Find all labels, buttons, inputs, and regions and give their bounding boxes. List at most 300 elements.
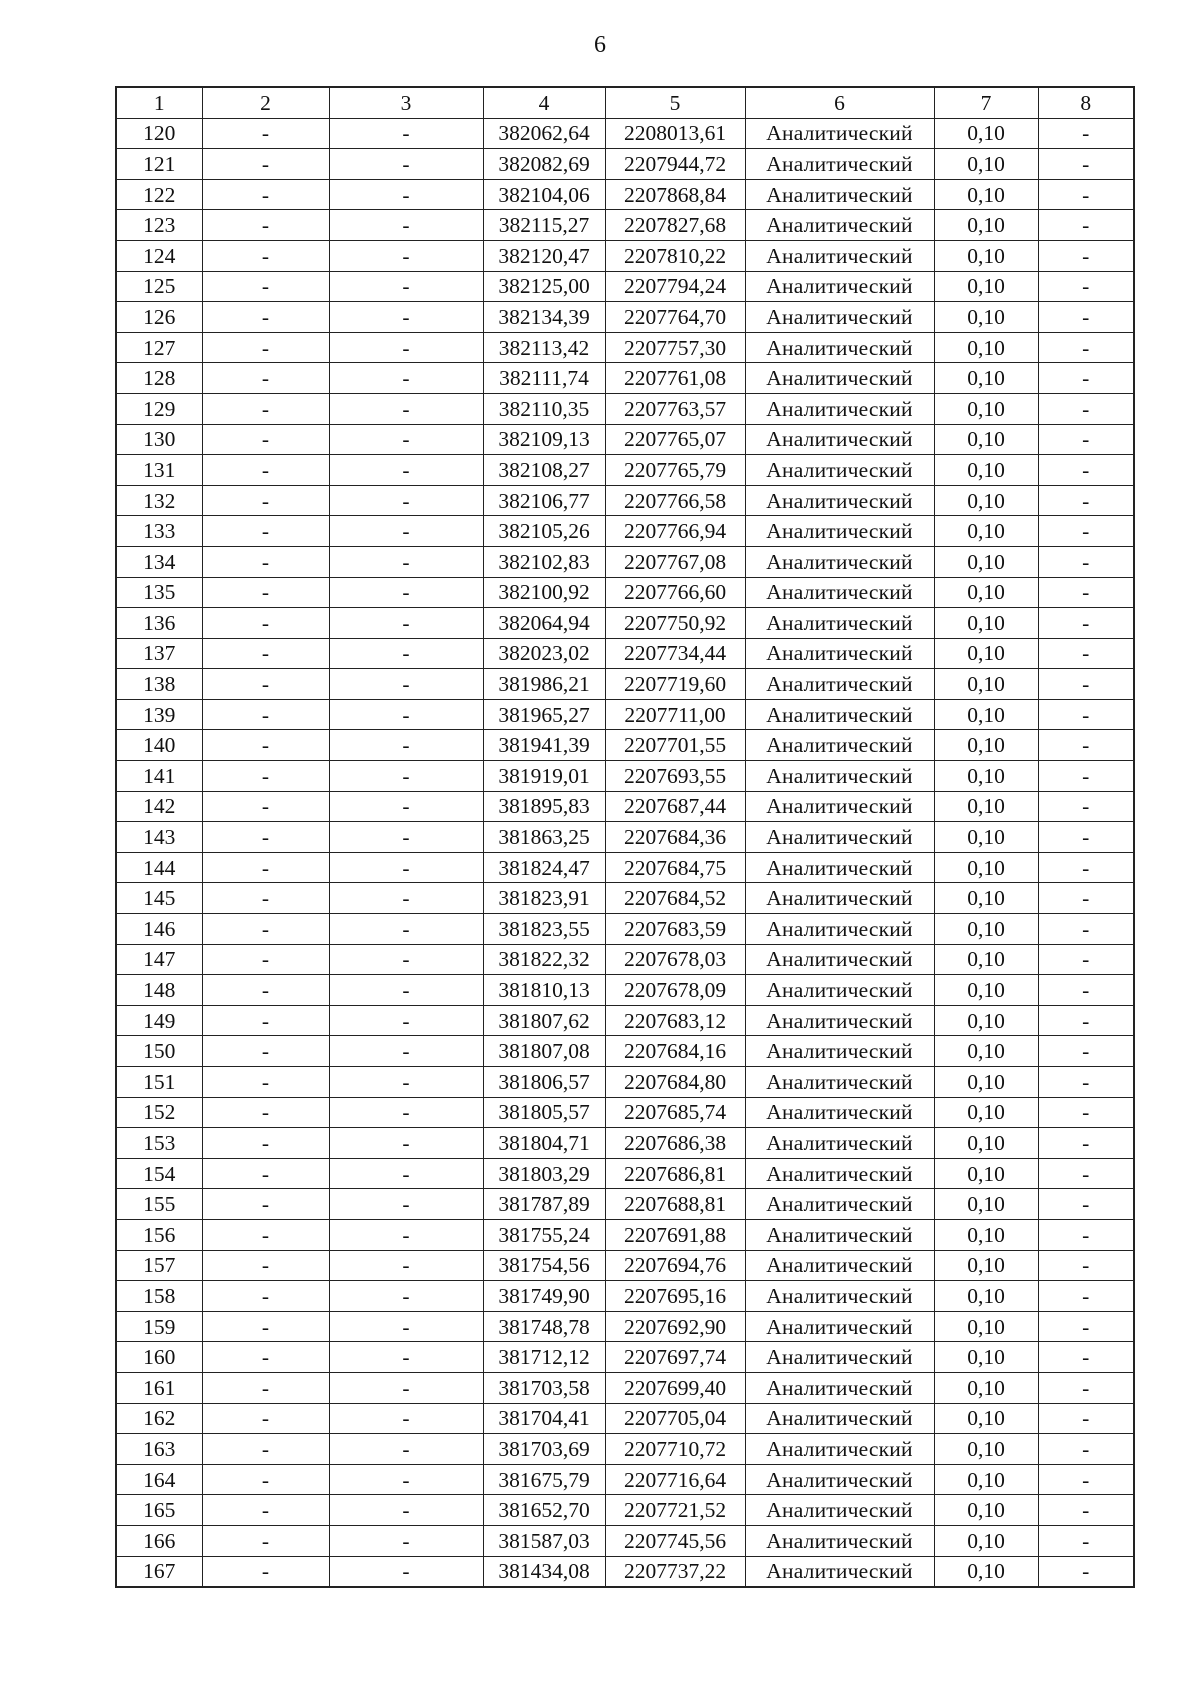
cell-method: Аналитический: [745, 455, 934, 486]
cell-point-number: 122: [116, 179, 202, 210]
cell-point-number: 167: [116, 1556, 202, 1587]
cell-col-2-value: -: [202, 730, 329, 761]
table-row: [116, 1434, 1134, 1465]
cell-col-3-value: -: [329, 1281, 483, 1312]
cell-y-coordinate: 2207686,81: [605, 1158, 745, 1189]
cell-x-coordinate: 381807,62: [483, 1005, 605, 1036]
table-row: [116, 363, 1134, 394]
cell-col-8-value: -: [1038, 1403, 1134, 1434]
cell-col-3-value: -: [329, 975, 483, 1006]
cell-y-coordinate: 2207764,70: [605, 302, 745, 333]
cell-x-coordinate: 382125,00: [483, 271, 605, 302]
cell-accuracy: 0,10: [934, 455, 1038, 486]
cell-col-3-value: -: [329, 332, 483, 363]
table-row: [116, 302, 1134, 333]
cell-method: Аналитический: [745, 791, 934, 822]
cell-y-coordinate: 2207710,72: [605, 1434, 745, 1465]
cell-col-3-value: -: [329, 822, 483, 853]
cell-method: Аналитический: [745, 179, 934, 210]
cell-accuracy: 0,10: [934, 1005, 1038, 1036]
cell-accuracy: 0,10: [934, 761, 1038, 792]
cell-method: Аналитический: [745, 1281, 934, 1312]
cell-method: Аналитический: [745, 699, 934, 730]
cell-col-8-value: -: [1038, 883, 1134, 914]
cell-accuracy: 0,10: [934, 669, 1038, 700]
cell-point-number: 123: [116, 210, 202, 241]
table-row: [116, 1067, 1134, 1098]
cell-col-3-value: -: [329, 271, 483, 302]
cell-x-coordinate: 381823,91: [483, 883, 605, 914]
cell-method: Аналитический: [745, 271, 934, 302]
cell-point-number: 152: [116, 1097, 202, 1128]
cell-x-coordinate: 381787,89: [483, 1189, 605, 1220]
cell-x-coordinate: 382062,64: [483, 118, 605, 149]
cell-accuracy: 0,10: [934, 1281, 1038, 1312]
cell-point-number: 135: [116, 577, 202, 608]
cell-col-2-value: -: [202, 944, 329, 975]
cell-accuracy: 0,10: [934, 393, 1038, 424]
cell-point-number: 126: [116, 302, 202, 333]
cell-x-coordinate: 381986,21: [483, 669, 605, 700]
cell-method: Аналитический: [745, 302, 934, 333]
column-header-1: 1: [116, 87, 202, 118]
cell-point-number: 160: [116, 1342, 202, 1373]
cell-y-coordinate: 2207750,92: [605, 608, 745, 639]
cell-method: Аналитический: [745, 1372, 934, 1403]
table-row: [116, 1495, 1134, 1526]
table-row: [116, 455, 1134, 486]
cell-col-8-value: -: [1038, 1250, 1134, 1281]
cell-col-8-value: -: [1038, 638, 1134, 669]
cell-col-8-value: -: [1038, 914, 1134, 945]
cell-x-coordinate: 382100,92: [483, 577, 605, 608]
cell-y-coordinate: 2207694,76: [605, 1250, 745, 1281]
table-row: [116, 1128, 1134, 1159]
cell-col-3-value: -: [329, 210, 483, 241]
cell-col-8-value: -: [1038, 363, 1134, 394]
cell-x-coordinate: 381749,90: [483, 1281, 605, 1312]
cell-method: Аналитический: [745, 1464, 934, 1495]
cell-col-3-value: -: [329, 1005, 483, 1036]
cell-point-number: 164: [116, 1464, 202, 1495]
cell-y-coordinate: 2207757,30: [605, 332, 745, 363]
cell-accuracy: 0,10: [934, 1189, 1038, 1220]
cell-col-2-value: -: [202, 516, 329, 547]
cell-col-2-value: -: [202, 485, 329, 516]
cell-x-coordinate: 381823,55: [483, 914, 605, 945]
cell-y-coordinate: 2207684,36: [605, 822, 745, 853]
cell-method: Аналитический: [745, 1128, 934, 1159]
table-row: [116, 118, 1134, 149]
cell-method: Аналитический: [745, 1158, 934, 1189]
cell-method: Аналитический: [745, 485, 934, 516]
header-row: [116, 87, 1134, 118]
cell-x-coordinate: 381712,12: [483, 1342, 605, 1373]
cell-col-3-value: -: [329, 302, 483, 333]
column-header-4: 4: [483, 87, 605, 118]
cell-y-coordinate: 2207767,08: [605, 546, 745, 577]
cell-y-coordinate: 2207827,68: [605, 210, 745, 241]
cell-col-8-value: -: [1038, 577, 1134, 608]
cell-col-2-value: -: [202, 332, 329, 363]
cell-col-8-value: -: [1038, 1189, 1134, 1220]
cell-method: Аналитический: [745, 822, 934, 853]
cell-col-8-value: -: [1038, 1311, 1134, 1342]
cell-accuracy: 0,10: [934, 179, 1038, 210]
cell-y-coordinate: 2207688,81: [605, 1189, 745, 1220]
cell-col-3-value: -: [329, 1464, 483, 1495]
cell-col-2-value: -: [202, 638, 329, 669]
cell-col-3-value: -: [329, 363, 483, 394]
cell-accuracy: 0,10: [934, 1128, 1038, 1159]
table-row: [116, 1281, 1134, 1312]
cell-point-number: 139: [116, 699, 202, 730]
cell-y-coordinate: 2207684,80: [605, 1067, 745, 1098]
cell-method: Аналитический: [745, 332, 934, 363]
cell-y-coordinate: 2207944,72: [605, 149, 745, 180]
cell-accuracy: 0,10: [934, 608, 1038, 639]
cell-y-coordinate: 2207761,08: [605, 363, 745, 394]
cell-method: Аналитический: [745, 883, 934, 914]
cell-col-2-value: -: [202, 179, 329, 210]
cell-x-coordinate: 382102,83: [483, 546, 605, 577]
cell-accuracy: 0,10: [934, 944, 1038, 975]
cell-method: Аналитический: [745, 1036, 934, 1067]
table-row: [116, 1311, 1134, 1342]
cell-y-coordinate: 2207701,55: [605, 730, 745, 761]
cell-method: Аналитический: [745, 1067, 934, 1098]
cell-col-3-value: -: [329, 1250, 483, 1281]
cell-y-coordinate: 2207711,00: [605, 699, 745, 730]
cell-accuracy: 0,10: [934, 363, 1038, 394]
cell-x-coordinate: 381863,25: [483, 822, 605, 853]
cell-accuracy: 0,10: [934, 852, 1038, 883]
cell-accuracy: 0,10: [934, 1464, 1038, 1495]
cell-col-8-value: -: [1038, 669, 1134, 700]
cell-col-3-value: -: [329, 516, 483, 547]
cell-col-8-value: -: [1038, 240, 1134, 271]
cell-col-2-value: -: [202, 1342, 329, 1373]
cell-col-3-value: -: [329, 1525, 483, 1556]
table-row: [116, 393, 1134, 424]
cell-x-coordinate: 382082,69: [483, 149, 605, 180]
cell-col-8-value: -: [1038, 210, 1134, 241]
cell-accuracy: 0,10: [934, 699, 1038, 730]
cell-col-8-value: -: [1038, 1525, 1134, 1556]
cell-y-coordinate: 2207766,94: [605, 516, 745, 547]
cell-x-coordinate: 381919,01: [483, 761, 605, 792]
table-row: [116, 730, 1134, 761]
cell-col-8-value: -: [1038, 944, 1134, 975]
cell-col-2-value: -: [202, 455, 329, 486]
column-header-5: 5: [605, 87, 745, 118]
cell-y-coordinate: 2207683,12: [605, 1005, 745, 1036]
cell-y-coordinate: 2207699,40: [605, 1372, 745, 1403]
cell-y-coordinate: 2207678,09: [605, 975, 745, 1006]
cell-col-2-value: -: [202, 1495, 329, 1526]
cell-method: Аналитический: [745, 1097, 934, 1128]
cell-accuracy: 0,10: [934, 791, 1038, 822]
cell-col-2-value: -: [202, 1556, 329, 1587]
table-row: [116, 210, 1134, 241]
cell-accuracy: 0,10: [934, 332, 1038, 363]
cell-col-2-value: -: [202, 240, 329, 271]
cell-col-3-value: -: [329, 1219, 483, 1250]
cell-col-2-value: -: [202, 1281, 329, 1312]
cell-point-number: 124: [116, 240, 202, 271]
table-row: [116, 975, 1134, 1006]
cell-x-coordinate: 381587,03: [483, 1525, 605, 1556]
cell-method: Аналитический: [745, 1525, 934, 1556]
cell-col-8-value: -: [1038, 332, 1134, 363]
cell-method: Аналитический: [745, 1219, 934, 1250]
cell-col-3-value: -: [329, 1556, 483, 1587]
cell-point-number: 147: [116, 944, 202, 975]
cell-y-coordinate: 2207684,16: [605, 1036, 745, 1067]
cell-col-3-value: -: [329, 1067, 483, 1098]
cell-x-coordinate: 382115,27: [483, 210, 605, 241]
cell-col-2-value: -: [202, 1005, 329, 1036]
cell-point-number: 165: [116, 1495, 202, 1526]
table-row: [116, 1189, 1134, 1220]
cell-x-coordinate: 381755,24: [483, 1219, 605, 1250]
cell-col-8-value: -: [1038, 546, 1134, 577]
cell-y-coordinate: 2207763,57: [605, 393, 745, 424]
cell-x-coordinate: 382134,39: [483, 302, 605, 333]
cell-point-number: 133: [116, 516, 202, 547]
cell-x-coordinate: 381748,78: [483, 1311, 605, 1342]
cell-point-number: 162: [116, 1403, 202, 1434]
cell-accuracy: 0,10: [934, 1403, 1038, 1434]
cell-col-2-value: -: [202, 608, 329, 639]
cell-y-coordinate: 2207693,55: [605, 761, 745, 792]
cell-x-coordinate: 382105,26: [483, 516, 605, 547]
cell-method: Аналитический: [745, 1556, 934, 1587]
cell-col-8-value: -: [1038, 149, 1134, 180]
cell-col-2-value: -: [202, 852, 329, 883]
cell-col-2-value: -: [202, 118, 329, 149]
cell-col-3-value: -: [329, 791, 483, 822]
cell-col-8-value: -: [1038, 1036, 1134, 1067]
cell-method: Аналитический: [745, 546, 934, 577]
table-row: [116, 761, 1134, 792]
cell-x-coordinate: 382109,13: [483, 424, 605, 455]
cell-col-8-value: -: [1038, 822, 1134, 853]
cell-point-number: 158: [116, 1281, 202, 1312]
cell-col-3-value: -: [329, 761, 483, 792]
cell-col-2-value: -: [202, 1189, 329, 1220]
cell-col-2-value: -: [202, 791, 329, 822]
cell-col-3-value: -: [329, 577, 483, 608]
table-row: [116, 1036, 1134, 1067]
cell-x-coordinate: 381804,71: [483, 1128, 605, 1159]
cell-col-3-value: -: [329, 1342, 483, 1373]
cell-col-8-value: -: [1038, 730, 1134, 761]
cell-point-number: 157: [116, 1250, 202, 1281]
cell-col-2-value: -: [202, 210, 329, 241]
cell-point-number: 156: [116, 1219, 202, 1250]
cell-accuracy: 0,10: [934, 546, 1038, 577]
cell-x-coordinate: 382108,27: [483, 455, 605, 486]
cell-accuracy: 0,10: [934, 1342, 1038, 1373]
cell-col-8-value: -: [1038, 485, 1134, 516]
cell-method: Аналитический: [745, 608, 934, 639]
cell-x-coordinate: 382120,47: [483, 240, 605, 271]
cell-col-2-value: -: [202, 1525, 329, 1556]
cell-x-coordinate: 382023,02: [483, 638, 605, 669]
cell-col-8-value: -: [1038, 1005, 1134, 1036]
cell-col-3-value: -: [329, 1036, 483, 1067]
cell-y-coordinate: 2207868,84: [605, 179, 745, 210]
cell-x-coordinate: 381703,58: [483, 1372, 605, 1403]
cell-col-8-value: -: [1038, 1097, 1134, 1128]
cell-col-3-value: -: [329, 1434, 483, 1465]
cell-point-number: 144: [116, 852, 202, 883]
table-row: [116, 1158, 1134, 1189]
cell-x-coordinate: 382106,77: [483, 485, 605, 516]
cell-col-8-value: -: [1038, 118, 1134, 149]
cell-col-3-value: -: [329, 149, 483, 180]
cell-method: Аналитический: [745, 944, 934, 975]
cell-col-3-value: -: [329, 699, 483, 730]
cell-method: Аналитический: [745, 1403, 934, 1434]
cell-point-number: 131: [116, 455, 202, 486]
cell-point-number: 150: [116, 1036, 202, 1067]
cell-col-8-value: -: [1038, 608, 1134, 639]
cell-y-coordinate: 2207705,04: [605, 1403, 745, 1434]
cell-method: Аналитический: [745, 393, 934, 424]
table-row: [116, 1464, 1134, 1495]
cell-col-8-value: -: [1038, 1128, 1134, 1159]
cell-accuracy: 0,10: [934, 638, 1038, 669]
table-row: [116, 1005, 1134, 1036]
cell-accuracy: 0,10: [934, 1311, 1038, 1342]
table-row: [116, 577, 1134, 608]
cell-col-8-value: -: [1038, 271, 1134, 302]
cell-accuracy: 0,10: [934, 271, 1038, 302]
cell-accuracy: 0,10: [934, 1067, 1038, 1098]
cell-col-3-value: -: [329, 669, 483, 700]
cell-y-coordinate: 2207716,64: [605, 1464, 745, 1495]
cell-col-2-value: -: [202, 1036, 329, 1067]
cell-accuracy: 0,10: [934, 577, 1038, 608]
cell-col-8-value: -: [1038, 1067, 1134, 1098]
cell-col-8-value: -: [1038, 1281, 1134, 1312]
cell-method: Аналитический: [745, 118, 934, 149]
cell-method: Аналитический: [745, 975, 934, 1006]
cell-col-2-value: -: [202, 669, 329, 700]
cell-accuracy: 0,10: [934, 883, 1038, 914]
cell-col-3-value: -: [329, 1311, 483, 1342]
cell-col-8-value: -: [1038, 393, 1134, 424]
cell-col-3-value: -: [329, 914, 483, 945]
table-row: [116, 608, 1134, 639]
table-row: [116, 149, 1134, 180]
table-row: [116, 240, 1134, 271]
cell-accuracy: 0,10: [934, 118, 1038, 149]
cell-method: Аналитический: [745, 638, 934, 669]
cell-y-coordinate: 2207691,88: [605, 1219, 745, 1250]
table-row: [116, 271, 1134, 302]
cell-method: Аналитический: [745, 424, 934, 455]
cell-accuracy: 0,10: [934, 1372, 1038, 1403]
cell-col-2-value: -: [202, 975, 329, 1006]
table-row: [116, 944, 1134, 975]
cell-point-number: 128: [116, 363, 202, 394]
table-row: [116, 791, 1134, 822]
table-row: [116, 1097, 1134, 1128]
cell-col-2-value: -: [202, 1464, 329, 1495]
cell-x-coordinate: 381965,27: [483, 699, 605, 730]
column-header-6: 6: [745, 87, 934, 118]
cell-x-coordinate: 381807,08: [483, 1036, 605, 1067]
cell-col-2-value: -: [202, 546, 329, 577]
cell-col-8-value: -: [1038, 302, 1134, 333]
cell-y-coordinate: 2207678,03: [605, 944, 745, 975]
cell-x-coordinate: 382104,06: [483, 179, 605, 210]
cell-col-8-value: -: [1038, 1342, 1134, 1373]
cell-y-coordinate: 2207734,44: [605, 638, 745, 669]
cell-col-2-value: -: [202, 1250, 329, 1281]
cell-x-coordinate: 382064,94: [483, 608, 605, 639]
cell-col-2-value: -: [202, 363, 329, 394]
cell-point-number: 145: [116, 883, 202, 914]
cell-col-8-value: -: [1038, 852, 1134, 883]
cell-col-3-value: -: [329, 608, 483, 639]
cell-x-coordinate: 381822,32: [483, 944, 605, 975]
table-row: [116, 1556, 1134, 1587]
cell-col-2-value: -: [202, 271, 329, 302]
cell-accuracy: 0,10: [934, 1219, 1038, 1250]
cell-accuracy: 0,10: [934, 485, 1038, 516]
cell-y-coordinate: 2207685,74: [605, 1097, 745, 1128]
cell-accuracy: 0,10: [934, 240, 1038, 271]
cell-col-3-value: -: [329, 1372, 483, 1403]
cell-method: Аналитический: [745, 1342, 934, 1373]
cell-y-coordinate: 2207684,52: [605, 883, 745, 914]
cell-col-8-value: -: [1038, 455, 1134, 486]
cell-col-3-value: -: [329, 179, 483, 210]
cell-point-number: 138: [116, 669, 202, 700]
cell-x-coordinate: 381652,70: [483, 1495, 605, 1526]
cell-method: Аналитический: [745, 577, 934, 608]
table-row: [116, 822, 1134, 853]
column-header-2: 2: [202, 87, 329, 118]
cell-point-number: 142: [116, 791, 202, 822]
cell-method: Аналитический: [745, 363, 934, 394]
cell-method: Аналитический: [745, 210, 934, 241]
cell-col-3-value: -: [329, 1097, 483, 1128]
table-row: [116, 638, 1134, 669]
cell-col-3-value: -: [329, 730, 483, 761]
cell-col-8-value: -: [1038, 791, 1134, 822]
cell-col-8-value: -: [1038, 1556, 1134, 1587]
cell-accuracy: 0,10: [934, 210, 1038, 241]
table-row: [116, 1372, 1134, 1403]
cell-point-number: 132: [116, 485, 202, 516]
cell-point-number: 154: [116, 1158, 202, 1189]
table-row: [116, 332, 1134, 363]
cell-x-coordinate: 381805,57: [483, 1097, 605, 1128]
cell-accuracy: 0,10: [934, 1525, 1038, 1556]
cell-method: Аналитический: [745, 240, 934, 271]
cell-method: Аналитический: [745, 730, 934, 761]
cell-point-number: 141: [116, 761, 202, 792]
cell-accuracy: 0,10: [934, 1097, 1038, 1128]
cell-accuracy: 0,10: [934, 1556, 1038, 1587]
cell-col-8-value: -: [1038, 1372, 1134, 1403]
cell-x-coordinate: 381704,41: [483, 1403, 605, 1434]
